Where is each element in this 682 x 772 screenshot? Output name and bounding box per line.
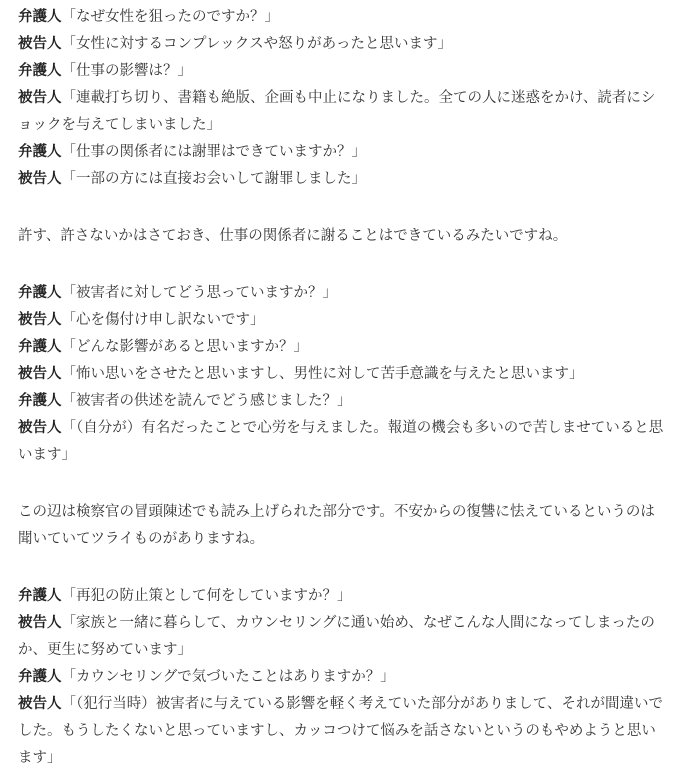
paragraph-spacer [18,469,668,499]
speaker-label: 被告人 [18,171,62,187]
speaker-label: 被告人 [18,90,62,106]
speaker-label: 弁護人 [18,669,62,685]
dialogue-block-1 [18,4,668,193]
dialogue-text: 「どんな影響があると思いますか？」 [61,339,308,355]
article-body [18,4,668,772]
dialogue-text: 「（犯行当時）被害者に与えている影響を軽く考えていた部分がありまして、それが間違いでした。もうしたくないと思っていますし、カッコつけて悩みを話さないというのもやめようと思います」 [18,696,663,766]
dialogue-line [18,691,668,772]
speaker-label: 弁護人 [18,144,62,160]
dialogue-text: 「一部の方には直接お会いして謝罪しました」 [61,171,366,187]
dialogue-text: 「女性に対するコンプレックスや怒りがあったと思います」 [61,36,452,52]
dialogue-block-3 [18,583,668,772]
speaker-label: 弁護人 [18,63,62,79]
dialogue-line [18,664,668,691]
dialogue-line [18,4,668,31]
dialogue-line [18,31,668,58]
speaker-label: 被告人 [18,615,62,631]
speaker-label: 弁護人 [18,9,62,25]
dialogue-line [18,166,668,193]
speaker-label: 被告人 [18,366,62,382]
dialogue-line [18,415,668,469]
speaker-label: 被告人 [18,420,62,436]
dialogue-text: 「カウンセリングで気づいたことはありますか？」 [61,669,395,685]
paragraph-spacer [18,553,668,583]
narration-paragraph: 許す、許さないかはさておき、仕事の関係者に謝ることはできているみたいですね。 [18,228,568,244]
dialogue-line [18,280,668,307]
dialogue-text: 「心を傷付け申し訳ないです」 [61,312,265,328]
dialogue-line [18,58,668,85]
dialogue-text: 「怖い思いをさせたと思いますし、男性に対して苦手意識を与えたと思います」 [61,366,584,382]
paragraph-spacer [18,250,668,280]
paragraph-spacer [18,193,668,223]
dialogue-line [18,388,668,415]
dialogue-text: 「被害者に対してどう思っていますか？」 [61,285,337,301]
speaker-label: 被告人 [18,312,62,328]
speaker-label: 弁護人 [18,285,62,301]
dialogue-line [18,610,668,664]
narration-paragraph: この辺は検察官の冒頭陳述でも読み上げられた部分です。不安からの復讐に怯えているというのは聞いていてツライものがありますね。 [18,504,655,547]
dialogue-text: 「再犯の防止策として何をしていますか？」 [61,588,352,604]
dialogue-line [18,361,668,388]
dialogue-text: 「なぜ女性を狙ったのですか？」 [61,9,279,25]
dialogue-text: 「仕事の関係者には謝罪はできていますか？」 [61,144,366,160]
dialogue-line [18,85,668,139]
dialogue-line [18,139,668,166]
speaker-label: 弁護人 [18,339,62,355]
dialogue-block-2 [18,280,668,469]
dialogue-text: 「家族と一緒に暮らして、カウンセリングに通い始め、なぜこんな人間になってしまったのか、更生に努めています」 [18,615,655,658]
dialogue-text: 「連載打ち切り、書籍も絶版、企画も中止になりました。全ての人に迷惑をかけ、読者にショックを与えてしまいました」 [18,90,656,133]
dialogue-line [18,334,668,361]
dialogue-text: 「仕事の影響は？」 [61,63,192,79]
speaker-label: 被告人 [18,36,62,52]
dialogue-text: 「被害者の供述を読んでどう感じました？」 [61,393,352,409]
dialogue-text: 「（自分が）有名だったことで心労を与えました。報道の機会も多いので苦しませていると思います」 [18,420,664,463]
speaker-label: 弁護人 [18,588,62,604]
speaker-label: 弁護人 [18,393,62,409]
dialogue-line [18,307,668,334]
speaker-label: 被告人 [18,696,62,712]
dialogue-line [18,583,668,610]
